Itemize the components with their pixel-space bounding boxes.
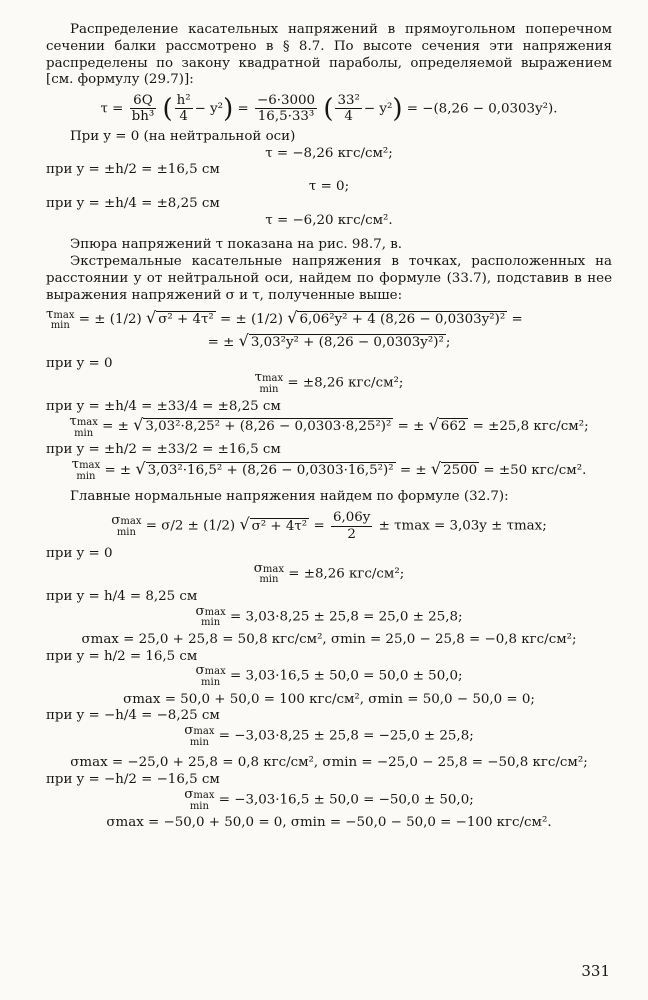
r-s-y1: = 3,03·8,25 ± 25,8 = 25,0 ± 25,8;: [229, 609, 463, 625]
sqrt-icon: √: [239, 514, 250, 534]
taumax-symbol-1: [46, 306, 75, 332]
result-sigma-y4-b: σmax = −50,0 + 50,0 = 0, σmin = −50,0 − 50,0 = −100 кгс/см².: [106, 815, 552, 831]
cond2-y4: при y = ±h/4 = ±33/4 = ±8,25 см: [46, 398, 281, 414]
eq-tm1-a: = ± (1/2): [78, 312, 142, 328]
taumax-symbol: τmax min: [71, 457, 101, 482]
page-number: 331: [581, 962, 610, 980]
eq1-frac2: [175, 93, 193, 125]
eq-tm1-b: = ± (1/2): [220, 312, 283, 328]
eq1-tail: = −(8,26 − 0,0303y²).: [406, 101, 558, 117]
result-tau-2: τ = 0;: [308, 179, 350, 195]
eq1-frac3: [255, 93, 317, 125]
cond3-y0: при y = 0: [46, 545, 113, 561]
sqrt-icon: √: [238, 330, 249, 350]
result-sigma-y0: [46, 560, 612, 586]
result-sigma-y3: [46, 725, 612, 747]
intro-paragraph: Распределение касательных напряжений в прямоугольном поперечном сечении балки рассмотрено в § 8.7. По высоте сечения эти напряжения распределены по закону квадратной параболы, определяемой выражением [см. формулу (29.7)]:: [46, 22, 612, 88]
eq-s-b: =: [313, 518, 325, 534]
sqrt-icon: √: [135, 458, 146, 478]
epure-paragraph: Эпюра напряжений τ показана на рис. 98.7, в.: [70, 237, 403, 253]
cond2-y2: при y = ±h/2 = ±33/2 = ±16,5 см: [46, 442, 281, 458]
eq1-frac2-den: 4: [179, 109, 188, 125]
eq1-frac4-num: 33²: [337, 93, 360, 108]
equation-sigma: [46, 510, 612, 542]
result-sigma-y1: [46, 603, 612, 629]
eq1-frac1: [130, 93, 157, 125]
cond-y0: При y = 0 (на нейтральной оси): [70, 128, 296, 144]
sigma-symbol: σmax min: [195, 663, 226, 689]
eq1-paren-close: ): [223, 93, 234, 124]
label-min: min: [50, 320, 70, 332]
sigma-symbol: σmax min: [184, 786, 215, 812]
cond3-y1: при y = h/4 = 8,25 см: [46, 588, 198, 604]
result-tau-1: τ = −8,26 кгс/см²;: [265, 145, 393, 161]
eq1-paren-open-2: (: [323, 93, 334, 124]
result-sigma-y4: [46, 786, 612, 812]
principal-paragraph: Главные нормальные напряжения найдем по формуле (32.7):: [70, 489, 509, 505]
sqrt-icon: √: [428, 415, 439, 435]
taumax-symbol: τmax min: [69, 413, 98, 439]
eq-s-rad: σ² + 4τ²: [251, 518, 308, 534]
page-body: [46, 22, 612, 832]
eq-tm1-rad1: σ² + 4τ²: [158, 312, 214, 328]
equation-taumax-4: [46, 459, 612, 482]
r-s-y0: = ±8,26 кгс/см²;: [288, 566, 405, 582]
eq1-paren-open: (: [162, 93, 173, 124]
equation-tau: [46, 93, 612, 125]
eq1-paren-close-2: ): [392, 93, 403, 124]
sqrt-icon: √: [146, 308, 157, 328]
eq-s-den: 2: [347, 526, 356, 542]
eq-tm2-a: = ±: [207, 334, 235, 350]
eq-tm2-rad: 3,03²y² + (8,26 − 0,0303y²)²: [250, 334, 444, 350]
eq-s-num: 6,06y: [332, 510, 371, 526]
label-max: max: [53, 309, 75, 321]
eq-tm4-c: = ±50 кгс/см².: [483, 462, 587, 478]
sigma-sym: σ: [111, 512, 121, 528]
tau-sym: τ: [46, 306, 54, 322]
eq1-frac1-num: 6Q: [130, 93, 157, 109]
extreme-paragraph: Экстремальные касательные напряжения в точках, расположенных на расстоянии y от нейтральной оси, найдем по формуле (33.7), подставив в нее выражения напряжений σ и τ, полученные выше:: [46, 254, 612, 303]
result-tau-3: τ = −6,20 кгс/см².: [265, 212, 393, 228]
taumax-symbol: τmax min: [254, 370, 284, 396]
eq1-eq: =: [237, 101, 249, 117]
eq1-frac1-den: bh³: [131, 109, 155, 125]
r-s-y3: = −3,03·8,25 ± 25,8 = −25,0 ± 25,8;: [218, 728, 474, 744]
eq-tm3-c: = ±25,8 кгс/см²;: [472, 419, 589, 435]
r-s-y2: = 3,03·16,5 ± 50,0 = 50,0 ± 50,0;: [229, 669, 463, 685]
eq-tm1-rad2: 6,06²y² + 4 (8,26 − 0,0303y²)²: [299, 312, 506, 328]
eq-s-c: ± τmax = 3,03y ± τmax;: [378, 518, 547, 534]
eq-tm4-a: = ±: [104, 462, 132, 478]
eq-tm3-a: = ±: [102, 419, 129, 435]
eq-tm3-rad2: 662: [440, 419, 467, 435]
eq-tm4-b: = ±: [399, 462, 427, 478]
result-sigma-y1-b: σmax = 25,0 + 25,8 = 50,8 кгс/см², σmin = 25,0 − 25,8 = −0,8 кгс/см²;: [81, 631, 577, 647]
eq-tm4-rad: 3,03²·16,5² + (8,26 − 0,0303·16,5²)²: [147, 462, 394, 478]
result-sigma-y2: [46, 665, 612, 687]
eq1-frac3-num: −6·3000: [256, 93, 316, 108]
eq1-lhs: τ =: [100, 101, 124, 117]
sigma-symbol: σmax min: [195, 603, 226, 629]
eq-tm1-c: =: [511, 312, 523, 328]
sqrt-icon: √: [133, 415, 144, 435]
eq1-mid2: − y²: [363, 101, 393, 117]
cond3-y4: при y = −h/2 = −16,5 см: [46, 772, 220, 788]
eq1-frac3-den: 16,5·33³: [257, 109, 315, 125]
cond3-y2: при y = h/2 = 16,5 см: [46, 648, 198, 664]
cond-yh4: при y = ±h/4 = ±8,25 см: [46, 195, 220, 211]
cond-yh2: при y = ±h/2 = ±16,5 см: [46, 162, 220, 178]
sigma-symbol: σmax min: [111, 512, 142, 538]
equation-taumax-1: [46, 308, 612, 331]
eq-tm2-b: ;: [445, 334, 451, 350]
sigma-symbol: σmax min: [253, 560, 284, 586]
eq-s-frac: [331, 510, 372, 542]
result-taumax-y0: [46, 372, 612, 394]
eq1-mid1: − y²: [194, 101, 224, 117]
result-sigma-y3-b: σmax = −25,0 + 25,8 = 0,8 кгс/см², σmin = −25,0 − 25,8 = −50,8 кгс/см²;: [70, 755, 588, 771]
equation-taumax-2: [46, 331, 612, 352]
cond2-y0: при y = 0: [46, 355, 113, 371]
r-tm-y0: = ±8,26 кгс/см²;: [287, 376, 404, 392]
cond3-y3: при y = −h/4 = −8,25 см: [46, 708, 220, 724]
eq1-frac4-den: 4: [344, 109, 353, 125]
r-s-y4: = −3,03·16,5 ± 50,0 = −50,0 ± 50,0;: [218, 792, 474, 808]
eq-tm4-rad2: 2500: [443, 462, 478, 478]
eq-tm3-b: = ±: [397, 419, 425, 435]
sqrt-icon: √: [287, 308, 298, 328]
eq1-frac4: [335, 93, 361, 125]
eq1-frac2-num: h²: [176, 93, 191, 108]
result-sigma-y2-b: σmax = 50,0 + 50,0 = 100 кгс/см², σmin = 50,0 − 50,0 = 0;: [123, 691, 535, 707]
eq-tm3-rad: 3,03²·8,25² + (8,26 − 0,0303·8,25²)²: [145, 419, 392, 435]
sqrt-icon: √: [430, 458, 442, 478]
sigma-symbol: σmax min: [184, 723, 215, 748]
eq-s-a: = σ/2 ± (1/2): [145, 518, 236, 534]
equation-taumax-3: [46, 415, 612, 438]
